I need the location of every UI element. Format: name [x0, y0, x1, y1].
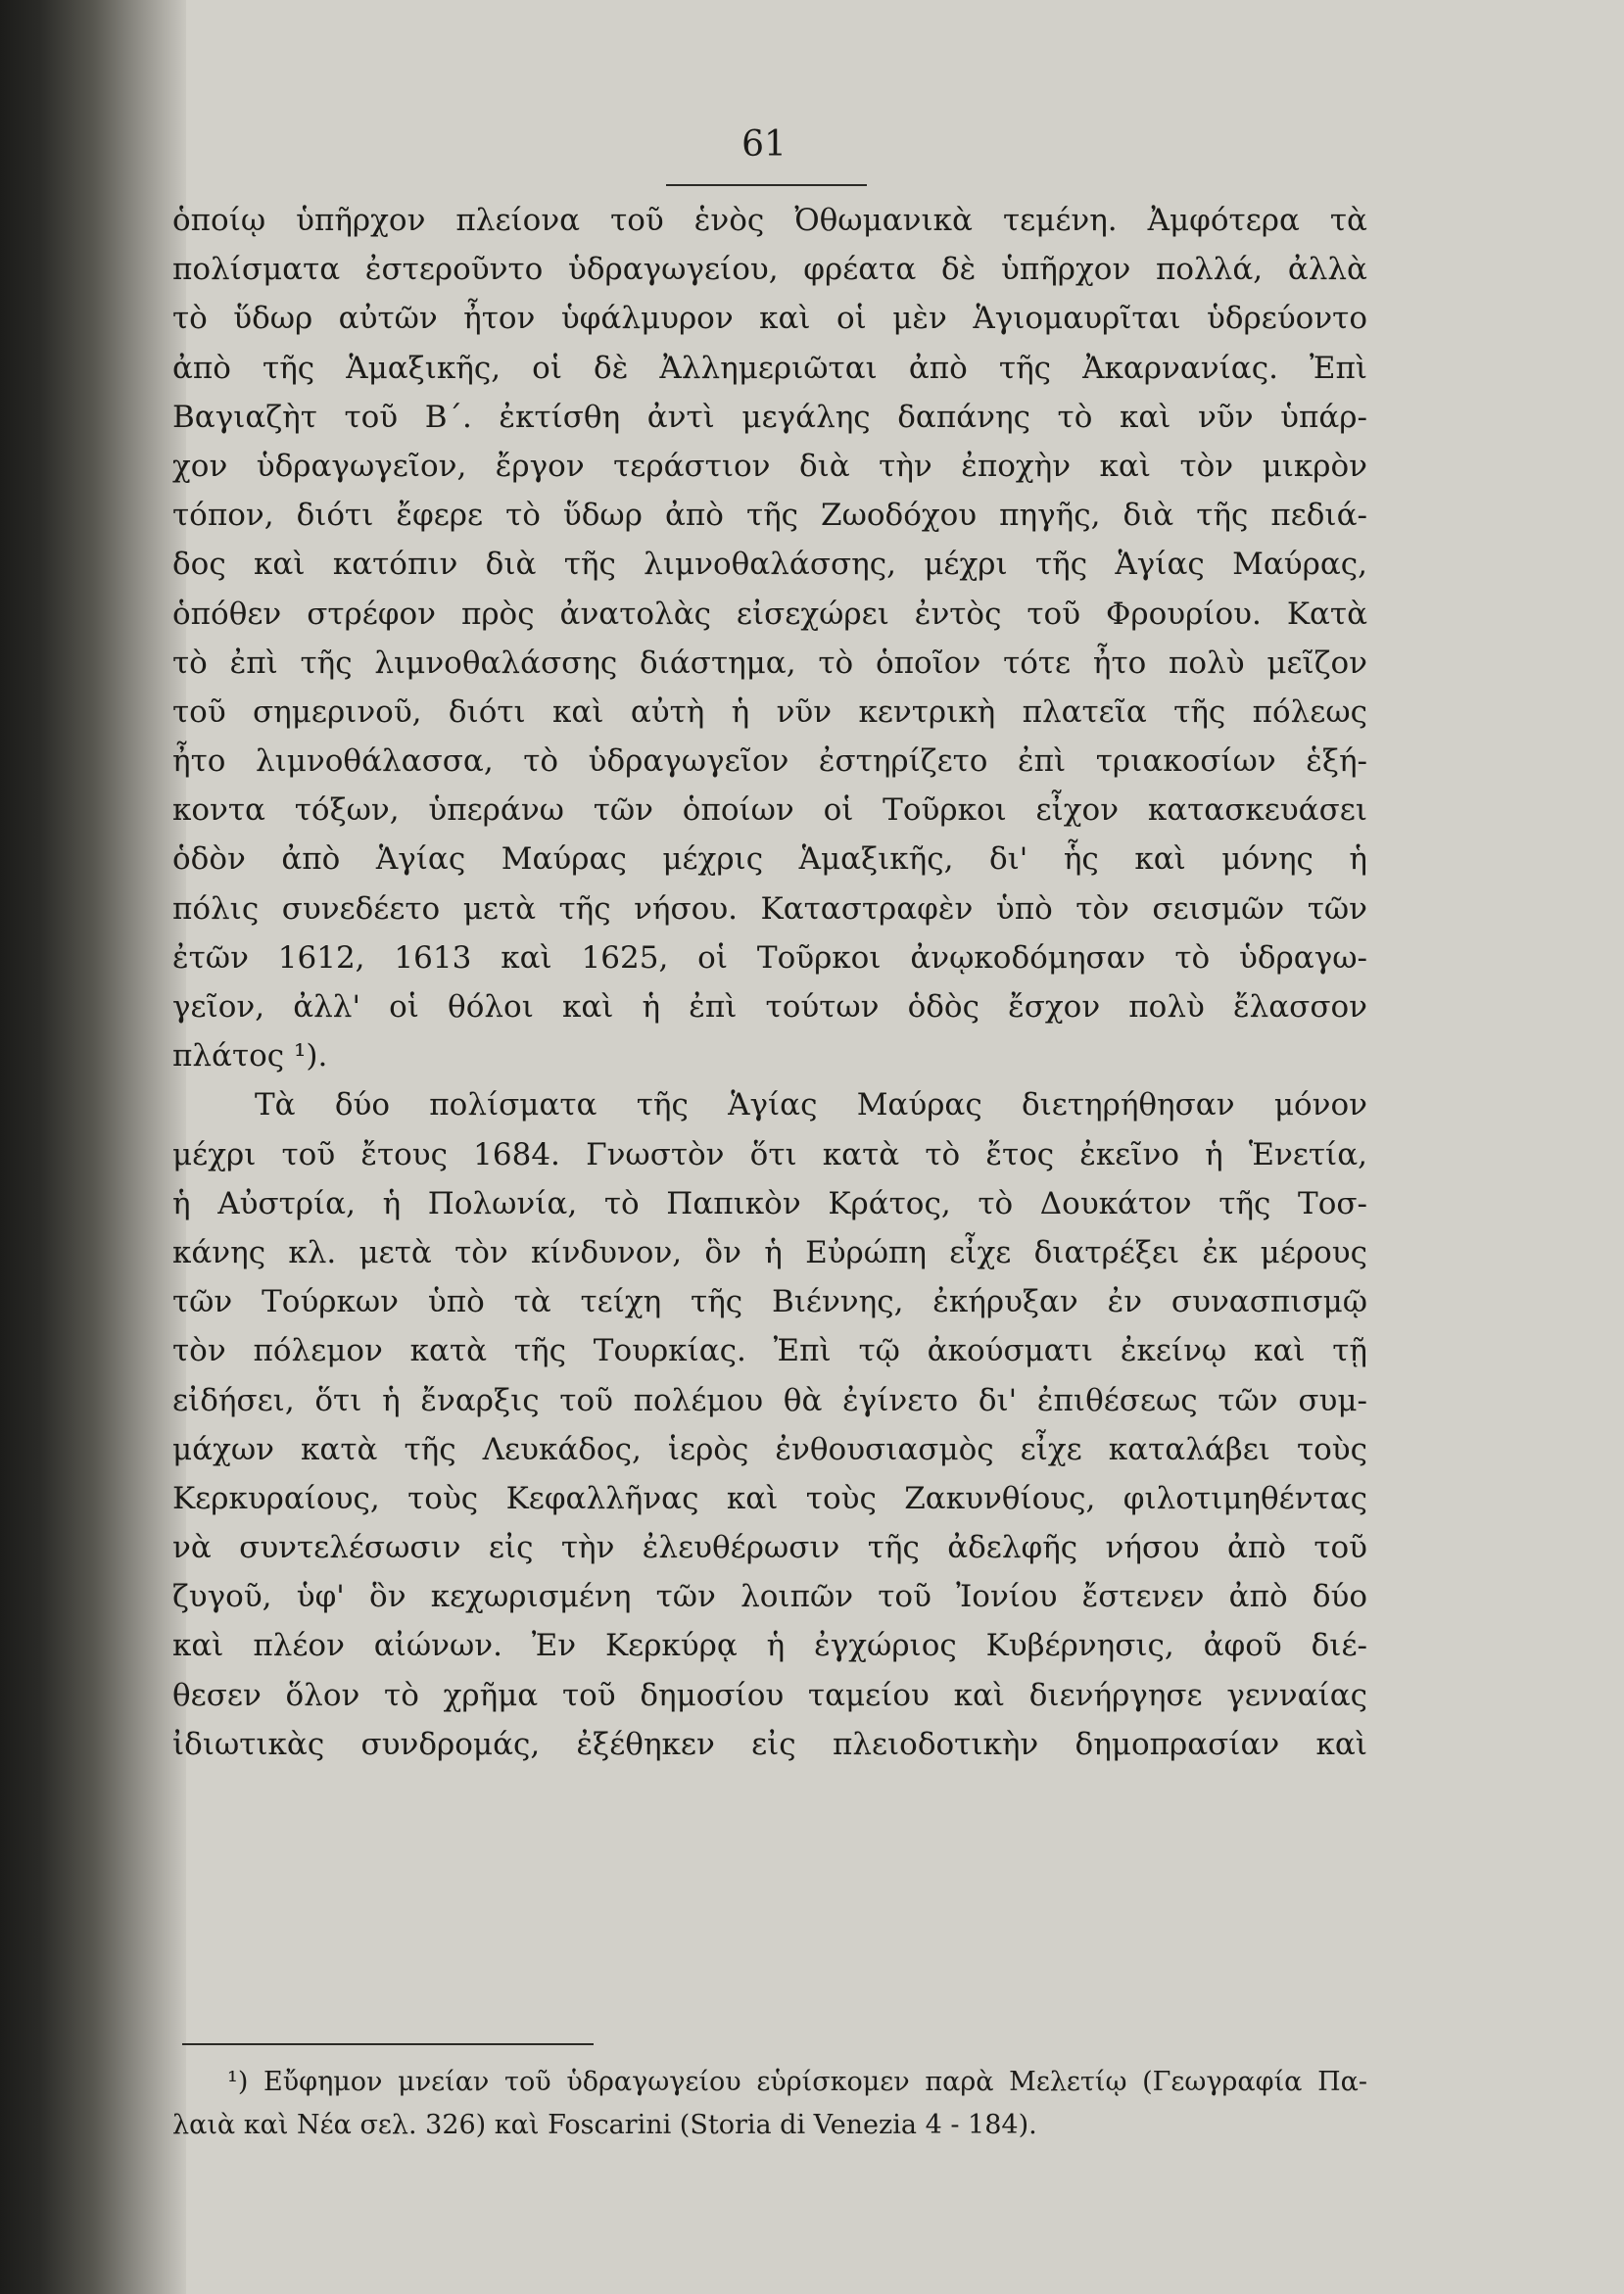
- text-line: ὁπόθεν στρέφον πρὸς ἀνατολὰς εἰσεχώρει ἐντὸς τοῦ Φρουρίου. Κατὰ: [172, 596, 1367, 632]
- text-line: τοῦ σημερινοῦ, διότι καὶ αὐτὴ ἡ νῦν κεντρικὴ πλατεῖα τῆς πόλεως: [172, 693, 1367, 730]
- text-line: ὁποίῳ ὑπῆρχον πλείονα τοῦ ἑνὸς Ὀθωμανικὰ τεμένη. Ἀμφότερα τὰ: [172, 203, 1367, 238]
- text-line: ἰδιωτικὰς συνδρομάς, ἐξέθηκεν εἰς πλειοδοτικὴν δημοπρασίαν καὶ: [172, 1726, 1367, 1762]
- text-line: νὰ συντελέσωσιν εἰς τὴν ἐλευθέρωσιν τῆς ἀδελφῆς νήσου ἀπὸ τοῦ: [172, 1530, 1367, 1566]
- text-line: γεῖον, ἀλλ' οἱ θόλοι καὶ ἡ ἐπὶ τούτων ὁδὸς ἔσχον πολὺ ἔλασσον: [172, 989, 1367, 1025]
- text-line: ὁδὸν ἀπὸ Ἁγίας Μαύρας μέχρις Ἁμαξικῆς, δι' ἧς καὶ μόνης ἡ: [172, 841, 1367, 878]
- text-line: ζυγοῦ, ὑφ' ὃν κεχωρισμένη τῶν λοιπῶν τοῦ Ἰονίου ἔστενεν ἀπὸ δύο: [172, 1579, 1367, 1615]
- text-line: θεσεν ὅλον τὸ χρῆμα τοῦ δημοσίου ταμείου καὶ διενήργησε γενναίας: [172, 1677, 1367, 1713]
- text-line: τὸ ὕδωρ αὐτῶν ἦτον ὑφάλμυρον καὶ οἱ μὲν Ἁγιομαυρῖται ὑδρεύοντο: [172, 301, 1367, 337]
- text-line: τόπον, διότι ἔφερε τὸ ὕδωρ ἀπὸ τῆς Ζωοδόχου πηγῆς, διὰ τῆς πεδιά-: [172, 498, 1367, 534]
- text-line: ἐτῶν 1612, 1613 καὶ 1625, οἱ Τοῦρκοι ἀνῳκοδόμησαν τὸ ὑδραγω-: [172, 939, 1367, 976]
- footnote-rule: [182, 2043, 594, 2045]
- footnote-line: ¹) Εὔφημον μνείαν τοῦ ὑδραγωγείου εὑρίσκομεν παρὰ Μελετίῳ (Γεωγραφία Πα-: [227, 2067, 1367, 2097]
- header-rule: [666, 184, 867, 186]
- text-line: μάχων κατὰ τῆς Λευκάδος, ἱερὸς ἐνθουσιασμὸς εἶχε καταλάβει τοὺς: [172, 1431, 1367, 1467]
- text-line: Βαγιαζὴτ τοῦ Β΄. ἐκτίσθη ἀντὶ μεγάλης δαπάνης τὸ καὶ νῦν ὑπάρ-: [172, 399, 1367, 435]
- footnotes: [172, 2061, 1367, 2147]
- text-line: Κερκυραίους, τοὺς Κεφαλλῆνας καὶ τοὺς Ζακυνθίους, φιλοτιμηθέντας: [172, 1480, 1367, 1516]
- text-line: δος καὶ κατόπιν διὰ τῆς λιμνοθαλάσσης, μέχρι τῆς Ἁγίας Μαύρας,: [172, 547, 1367, 583]
- body-text: [172, 196, 1367, 1769]
- footnote-line: λαιὰ καὶ Νέα σελ. 326) καὶ Foscarini (Storia di Venezia 4 - 184).: [172, 2110, 1037, 2140]
- text-line: καὶ πλέον αἰώνων. Ἐν Κερκύρᾳ ἡ ἐγχώριος Κυβέρνησις, ἀφοῦ διέ-: [172, 1628, 1367, 1664]
- paragraph-start-line: Τὰ δύο πολίσματα τῆς Ἁγίας Μαύρας διετηρήθησαν μόνον: [255, 1087, 1367, 1123]
- text-line: τὸ ἐπὶ τῆς λιμνοθαλάσσης διάστημα, τὸ ὁποῖον τότε ἦτο πολὺ μεῖζον: [172, 645, 1367, 681]
- text-line: ἦτο λιμνοθάλασσα, τὸ ὑδραγωγεῖον ἐστηρίζετο ἐπὶ τριακοσίων ἑξή-: [172, 743, 1367, 780]
- text-line: τῶν Τούρκων ὑπὸ τὰ τείχη τῆς Βιέννης, ἐκήρυξαν ἐν συνασπισμῷ: [172, 1284, 1367, 1320]
- text-line: χον ὑδραγωγεῖον, ἔργον τεράστιον διὰ τὴν ἐποχὴν καὶ τὸν μικρὸν: [172, 448, 1367, 484]
- paragraph-end-line: πλάτος ¹).: [172, 1038, 328, 1075]
- text-line: εἰδήσει, ὅτι ἡ ἔναρξις τοῦ πολέμου θὰ ἐγίνετο δι' ἐπιθέσεως τῶν συμ-: [172, 1382, 1367, 1418]
- text-line: πολίσματα ἐστεροῦντο ὑδραγωγείου, φρέατα δὲ ὑπῆρχον πολλά, ἀλλὰ: [172, 252, 1367, 288]
- text-line: κοντα τόξων, ὑπεράνω τῶν ὁποίων οἱ Τοῦρκοι εἶχον κατασκευάσει: [172, 792, 1367, 829]
- text-line: κάνης κλ. μετὰ τὸν κίνδυνον, ὃν ἡ Εὐρώπη εἶχε διατρέξει ἐκ μέρους: [172, 1234, 1367, 1270]
- text-line: τὸν πόλεμον κατὰ τῆς Τουρκίας. Ἐπὶ τῷ ἀκούσματι ἐκείνῳ καὶ τῇ: [172, 1333, 1367, 1369]
- page-number: 61: [741, 124, 787, 165]
- text-line: πόλις συνεδέετο μετὰ τῆς νήσου. Καταστραφὲν ὑπὸ τὸν σεισμῶν τῶν: [172, 890, 1367, 927]
- text-line: μέχρι τοῦ ἔτους 1684. Γνωστὸν ὅτι κατὰ τὸ ἔτος ἐκεῖνο ἡ Ἑνετία,: [172, 1136, 1367, 1172]
- text-line: ἀπὸ τῆς Ἁμαξικῆς, οἱ δὲ Ἀλλημεριῶται ἀπὸ τῆς Ἀκαρνανίας. Ἐπὶ: [172, 350, 1367, 386]
- text-line: ἡ Αὐστρία, ἡ Πολωνία, τὸ Παπικὸν Κράτος, τὸ Δουκάτον τῆς Τοσ-: [172, 1185, 1367, 1221]
